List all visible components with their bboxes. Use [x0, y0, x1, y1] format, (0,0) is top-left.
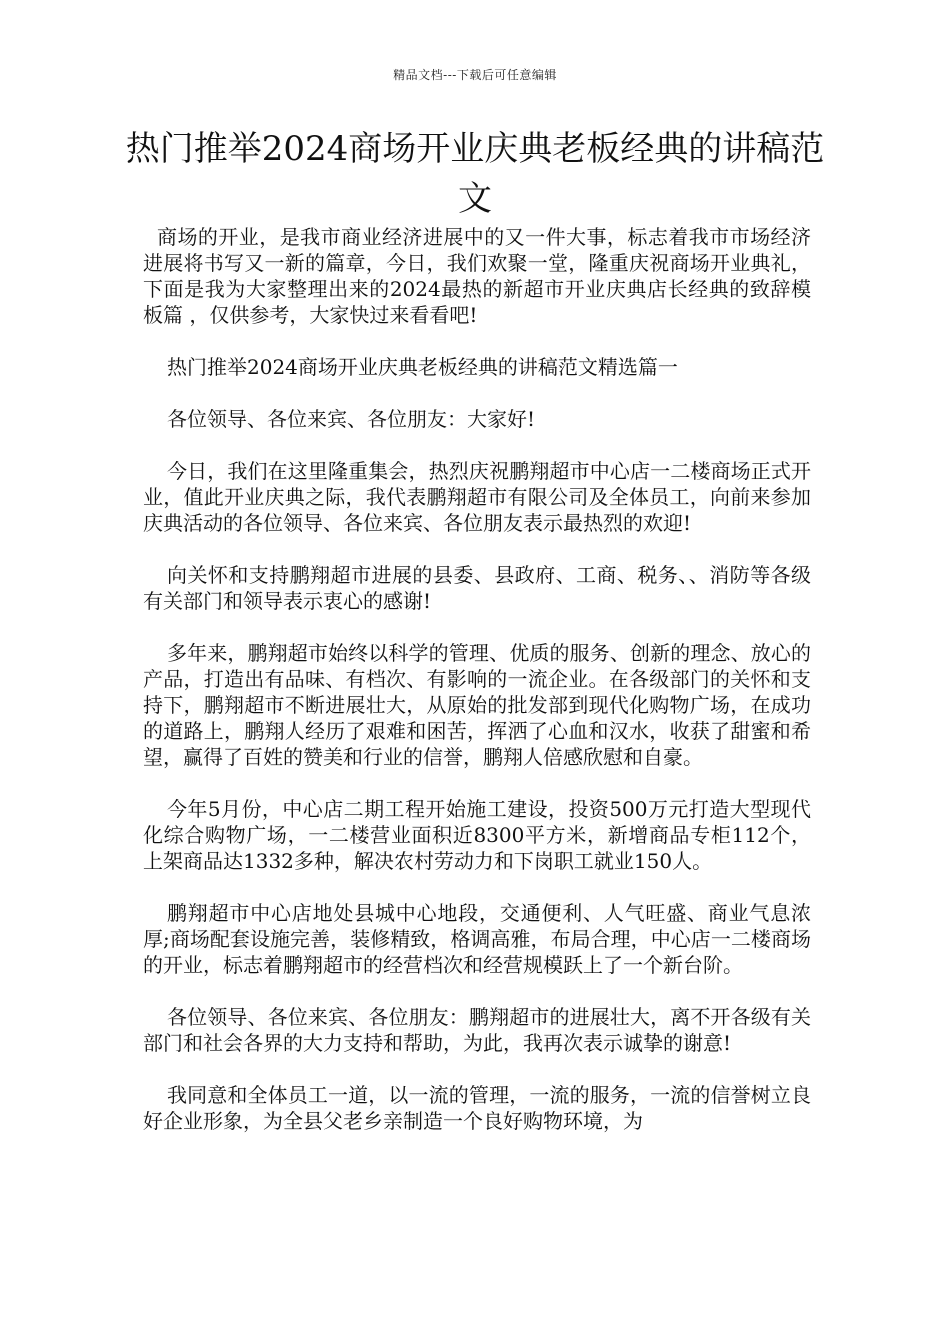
body-paragraph: 鹏翔超市中心店地处县城中心地段，交通便利、人气旺盛、商业气息浓厚;商场配套设施完善，装修精致，格调高雅，布局合理，中心店一二楼商场的开业，标志着鹏翔超市的经营档次和经营规模跃上了一个新台阶。 [143, 901, 811, 977]
body-paragraph: 多年来，鹏翔超市始终以科学的管理、优质的服务、创新的理念、放心的产品，打造出有品味、有档次、有影响的一流企业。在各级部门的关怀和支持下，鹏翔超市不断进展壮大，从原始的批发部到现代化购物广场，在成功的道路上，鹏翔人经历了艰难和困苦，挥洒了心血和汉水，收获了甜蜜和希望，赢得了百姓的赞美和行业的信誉，鹏翔人倍感欣慰和自豪。 [143, 641, 811, 769]
document-body [143, 224, 811, 1160]
body-paragraph: 今年5月份，中心店二期工程开始施工建设，投资500万元打造大型现代化综合购物广场，一二楼营业面积近8300平方米，新增商品专柜112个，上架商品达1332多种，解决农村劳动力和下岗职工就业150人。 [143, 797, 811, 873]
intro-paragraph: 商场的开业，是我市商业经济进展中的又一件大事，标志着我市市场经济进展将书写又一新的篇章，今日，我们欢聚一堂，隆重庆祝商场开业典礼，下面是我为大家整理出来的2024最热的新超市开业庆典店长经典的致辞模板篇 ，仅供参考，大家快过来看看吧! [143, 225, 811, 327]
body-paragraph: 向关怀和支持鹏翔超市进展的县委、县政府、工商、税务、、消防等各级有关部门和领导表示衷心的感谢! [143, 563, 811, 613]
body-paragraph: 我同意和全体员工一道，以一流的管理，一流的服务，一流的信誉树立良好企业形象，为全县父老乡亲制造一个良好购物环境，为 [143, 1083, 811, 1133]
header-note: 精品文档---下载后可任意编辑 [393, 68, 557, 82]
body-paragraph: 今日，我们在这里隆重集会，热烈庆祝鹏翔超市中心店一二楼商场正式开业，值此开业庆典之际，我代表鹏翔超市有限公司及全体员工，向前来参加庆典活动的各位领导、各位来宾、各位朋友表示最热烈的欢迎! [143, 459, 811, 535]
body-paragraph: 各位领导、各位来宾、各位朋友：鹏翔超市的进展壮大，离不开各级有关部门和社会各界的大力支持和帮助，为此，我再次表示诚挚的谢意! [143, 1005, 811, 1055]
section-heading: 热门推举2024商场开业庆典老板经典的讲稿范文精选篇一 [167, 355, 678, 379]
greeting-paragraph: 各位领导、各位来宾、各位朋友：大家好! [167, 407, 536, 431]
document-title: 热门推举2024商场开业庆典老板经典的讲稿范文 [125, 129, 825, 219]
